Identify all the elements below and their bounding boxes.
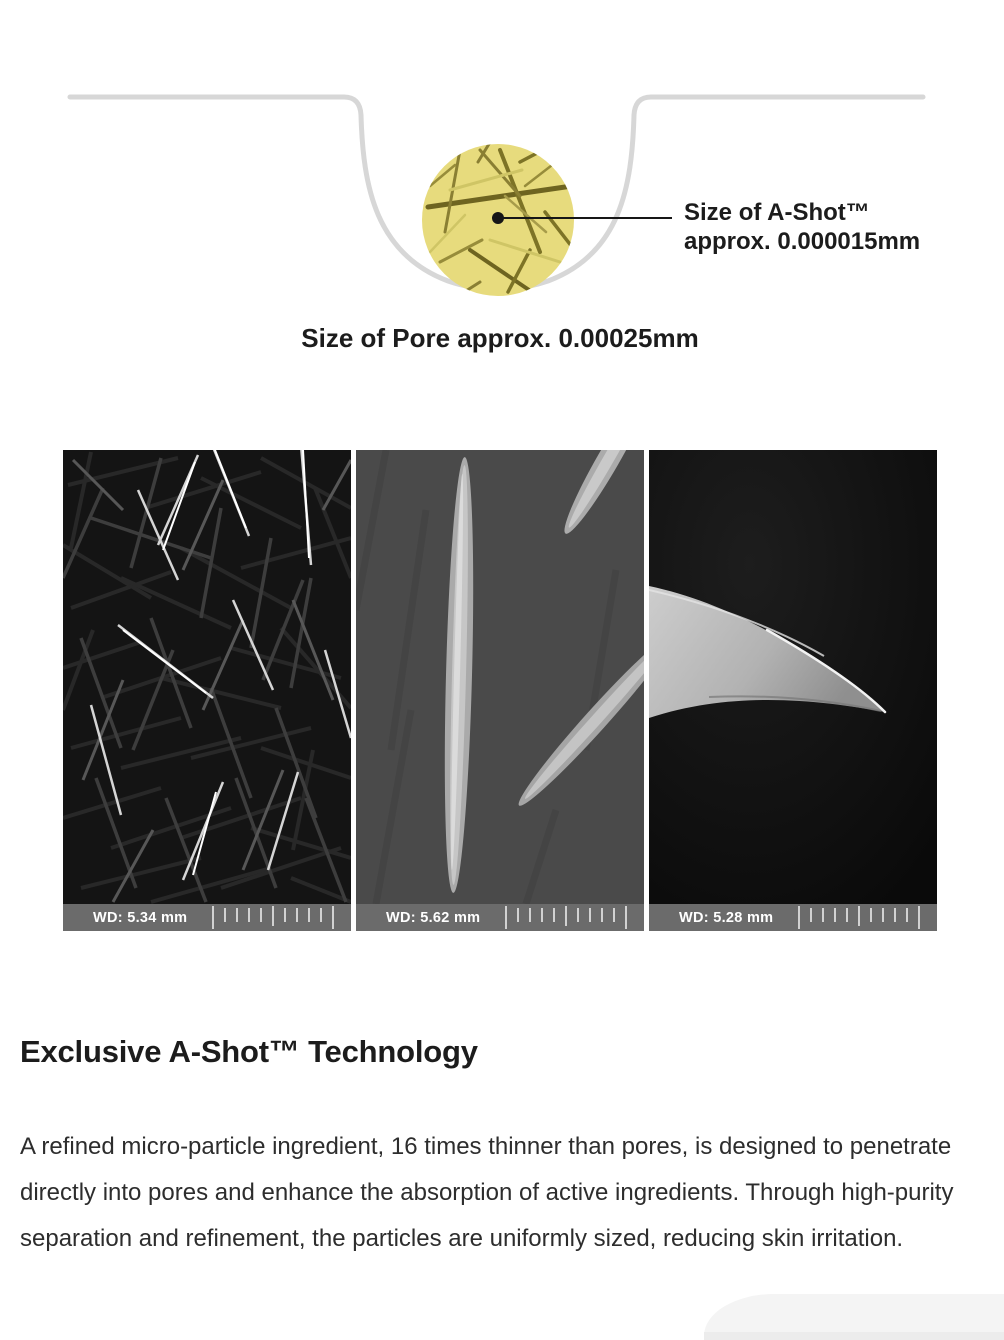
section-paragraph: A refined micro-particle ingredient, 16 times thinner than pores, is designed to penetrate directly into pores and enhance the absorption of active ingredients. Through high-purity separation and refinement, the particles are uniformly sized, reducing skin irritation. [20, 1133, 954, 1252]
section-heading: Exclusive A-Shot™ Technology [20, 1034, 478, 1069]
sem-image-many-needles [63, 450, 351, 931]
pore-size-label: Size of Pore approx. 0.00025mm [301, 323, 699, 353]
next-section-preview [704, 1294, 1004, 1340]
ashot-size-label-line1: Size of A-Shot™ [684, 199, 870, 226]
sem-info-bar [356, 904, 644, 931]
ashot-size-label [684, 198, 920, 256]
sem-info-bar [63, 904, 351, 931]
working-distance-label: WD: 5.28 mm [679, 909, 774, 926]
sem-image-gallery [63, 450, 937, 931]
sem-image-needle-tip [649, 450, 937, 931]
pointer-dot [492, 212, 504, 224]
sem-photo-needle-tip [649, 450, 937, 904]
sem-image-single-needle [356, 450, 644, 931]
sem-info-bar [649, 904, 937, 931]
next-section-preview-band [704, 1332, 1004, 1340]
scale-ruler [504, 904, 634, 931]
sem-photo-needle-cluster [63, 450, 351, 904]
working-distance-label: WD: 5.62 mm [386, 909, 481, 926]
scale-ruler [211, 904, 341, 931]
scale-ruler [797, 904, 927, 931]
working-distance-label: WD: 5.34 mm [93, 909, 188, 926]
sem-photo-single-needle [356, 450, 644, 904]
ashot-size-label-line2: approx. 0.000015mm [684, 228, 921, 255]
